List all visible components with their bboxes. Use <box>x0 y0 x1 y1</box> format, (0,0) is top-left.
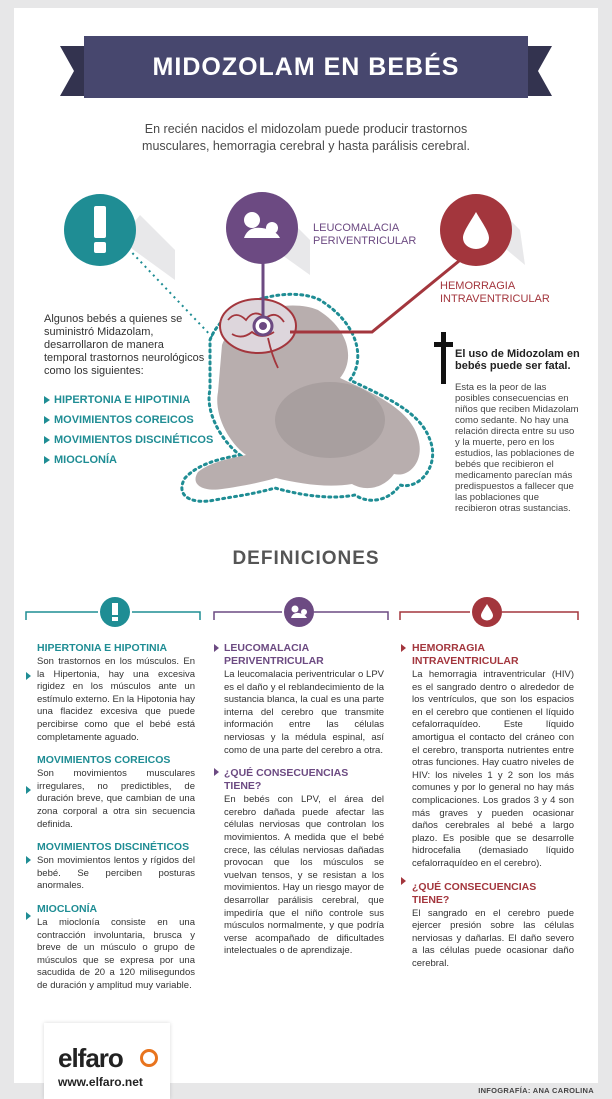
logo-url: www.elfaro.net <box>58 1075 143 1089</box>
def-text: Son movimientos musculares irregulares, no predictibles, de duración breve, que cambian de una zona corporal a otra sin secuencia definida. <box>37 768 195 830</box>
exclamation-icon <box>64 194 136 266</box>
def-heading: ¿QUÉ CONSECUENCIAS TIENE? <box>412 880 537 906</box>
exclamation-icon <box>100 597 130 627</box>
blood-drop-icon <box>472 597 502 627</box>
def-text: La leucomalacia periventricular o LPV es el daño y el reblandecimiento de la sustancia blanca, la cual es una parte interna del cerebro que transmite información entre las células nerviosas y la médula espinal, así como de una parte del cerebro a otra. <box>224 669 384 756</box>
def-text: La hemorragia intraventricular (HIV) es el sangrado dentro o alrededor de los ventrículos, que son los espacios en el cerebro que contienen el líquido cefalorraquídeo. Este líquido amortigua el contacto del cráneo con el cerebro, transporta nutrientes entre otras funciones. Hay cuatro niveles de HIV: los niveles 1 y 2 son los más comunes y por lo general no hay más complicaciones. Los grados 3 y 4 son más graves y pueden ocasionar daños cerebrales al bebé a largo plazo. Es posible que se desarrolle hidrocefalia (demasiado líquido cefalorraquídeo en el cerebro). <box>412 669 574 869</box>
title-banner <box>84 36 528 98</box>
logo-ring-icon <box>140 1049 158 1067</box>
list-item: MIOCLONÍA <box>44 454 214 466</box>
list-item: MOVIMIENTOS DISCINÉTICOS <box>44 434 214 446</box>
def-text: Son trastornos en los músculos. En la Hipertonia, hay una excesiva rigidez en los músculos ante un estímulo externo. En la Hipotonia hay una flacidez excesiva que puede percibirse como que el bebé está completamente aguado. <box>37 656 195 743</box>
arrow-icon <box>26 912 31 920</box>
credit-text: INFOGRAFÍA: ANA CAROLINA <box>478 1086 594 1095</box>
logo-wordmark: elfaro <box>58 1043 123 1073</box>
def-heading: MOVIMIENTOS DISCINÉTICOS <box>37 841 190 854</box>
fatal-text: Esta es la peor de las posibles consecuencias en niños que reciben Midazolam como sedante. No hay una relación directa entre su uso y la muerte, pero en los estudios, las poblaciones de bebés que recibieron el medicamento parecían más predispuestos a fallecer que las poblaciones que recibieron otras sustancias. <box>455 382 579 514</box>
definitions-title: DEFINICIONES <box>232 548 380 569</box>
page-title: MIDOZOLAM EN BEBÉS <box>152 52 460 81</box>
arrow-icon <box>401 644 406 652</box>
label-leucomalacia: LEUCOMALACIA PERIVENTRICULAR <box>313 222 417 247</box>
def-heading: HEMORRAGIA INTRAVENTRICULAR <box>412 642 519 667</box>
arrow-icon <box>214 644 219 652</box>
definitions-column-3 <box>412 642 574 970</box>
intro-text: En recién nacidos el midozolam puede producir trastornos musculares, hemorragia cerebral y hasta parálisis cerebral. <box>142 122 470 153</box>
baby-icon <box>284 597 314 627</box>
definitions-column-2 <box>224 642 384 958</box>
elfaro-logo[interactable] <box>44 1023 170 1099</box>
list-item: MOVIMIENTOS COREICOS <box>44 414 214 426</box>
arrow-icon <box>26 856 31 864</box>
def-heading: HIPERTONIA E HIPOTINIA <box>37 642 168 654</box>
def-heading: MOVIMIENTOS COREICOS <box>37 754 171 767</box>
def-heading: MIOCLONÍA <box>37 902 98 915</box>
list-item: HIPERTONIA E HIPOTINIA <box>44 394 214 406</box>
disorders-list <box>44 394 214 474</box>
def-heading: LEUCOMALACIA PERIVENTRICULAR <box>224 642 324 667</box>
label-hemorragia: HEMORRAGIA INTRAVENTRICULAR <box>440 280 550 305</box>
arrow-icon <box>26 786 31 794</box>
cross-icon <box>434 332 453 384</box>
baby-icon <box>226 192 298 264</box>
blood-drop-icon <box>440 194 512 266</box>
fatal-title: El uso de Midozolam en bebés puede ser fatal. <box>455 348 580 372</box>
def-text: En bebés con LPV, el área del cerebro dañada puede afectar las células nerviosas que controlan los movimientos. A medida que el bebé crece, las células nerviosas dañadas provocan que los músculos se vuelvan tensos, y se resistan a los movimientos. Hay un riesgo mayor de desarrollar parálisis cerebral, que impediría que el niño controle sus músculos normalmente, y que podría verse acompañado de dificultades intelectuales o de aprendizaje. <box>224 794 384 957</box>
def-text: El sangrado en el cerebro puede ejercer presión sobre las células nerviosas y dañarlas. El daño severo a las células puede ocasionar daño cerebral. <box>412 907 574 969</box>
def-text: La mioclonía consiste en una contracción involuntaria, brusca y breve de un músculo o grupo de músculos que se expresa por una sacudida de 20 a 120 milisegundos de duración y amplitud muy variable. <box>37 916 195 991</box>
arrow-icon <box>214 768 219 776</box>
def-text: Son movimientos lentos y rígidos del bebé. Se perciben posturas anormales. <box>37 855 195 892</box>
definitions-column-1 <box>37 642 195 992</box>
side-intro-text: Algunos bebés a quienes se suministró Midazolam, desarrollaron de manera temporal trastornos neurológicos como los siguientes: <box>44 313 205 377</box>
arrow-icon <box>401 877 406 885</box>
def-heading: ¿QUÉ CONSECUENCIAS TIENE? <box>224 767 349 793</box>
arrow-icon <box>26 672 31 680</box>
